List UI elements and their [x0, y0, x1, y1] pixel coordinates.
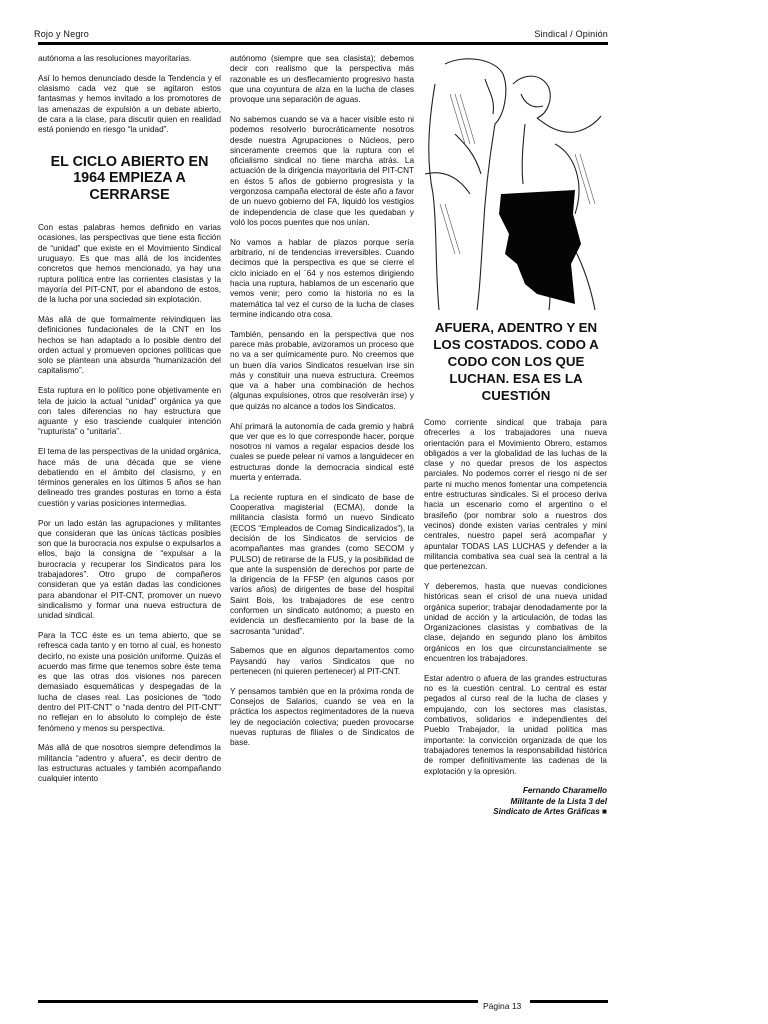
paragraph: Como corriente sindical que trabaja para ofrecerles a los trabajadores una nueva orientación para el Movimiento Obrero, estamos obligados a ver la globalidad de las luchas de la clase y no quedar presos de los aspectos parciales. No podemos correr el riesgo ni de ser parte ni mucho menos fomentar una competencia entre estructuras sindicales. Si el proceso deriva hacia un escenario como el argentino o el brasileño (por nombrar solo a nuestros dos vecinos) donde existen varias centrales y mini centrales, nuestro papel será acompañar y apuntalar TODAS LAS LUCHAS y defender a la militancia combativa sea cual sea la central a la que pertenezcan. — [424, 418, 607, 572]
paragraph: Estar adentro o afuera de las grandes estructuras no es la cuestión central. Lo central es estar pegados al curso real de la lucha de clases y empujando, con los sectores mas clasistas, combativos, solidarios e independientes del Pueblo Trabajador, la unidad política mas importante: la convicción organizada de que los trabajadores tenemos la responsabilidad histórica de romper definitivamente las cadenas de la explotación y la opresión. — [424, 673, 607, 776]
paragraph: No sabemos cuando se va a hacer visible esto ni podemos resolverlo burocráticamente nosotros desde nuestra Agrupaciones o Núcleos, pero sinceramente creemos que la ruptura con el oficialismo sindical no tiene marcha atrás. La actuación de la dirigencia mayoritaria del PIT-CNT en éstos 5 años de gobierno progresista y la vergonzosa campaña electoral de éste año a favor de un nuevo gobierno del FA, liquidó los vestigios de independencia de clase que les quedaban y voló los pocos puentes que nos unían. — [230, 114, 414, 227]
paragraph: Sabemos que en algunos departamentos como Paysandú hay varios Sindicatos que no pertenecen (ni quieren pertenecer) al PIT-CNT. — [230, 646, 414, 677]
section-name: Sindical / Opinión — [534, 29, 608, 39]
header-rule — [38, 42, 608, 45]
author-name: Fernando Charamello — [522, 786, 607, 796]
column-middle — [230, 54, 414, 758]
paragraph: Ahí primará la autonomía de cada gremio y habrá que ver que es lo que corresponde hacer, porque nosotros ni vamos a regalar espacios desde los cuales se puede pelear ni vamos a languidecer en estructuras donde la democracia sindical esté muerta y enterrada. — [230, 421, 414, 482]
paragraph: Más allá de que formalmente reivindiquen las definiciones fundacionales de la CNT en los hechos se han adaptado a lo posible dentro del orden actual y promueven opciones políticas que solo se plantean una absurda “humanización del capitalismo”. — [38, 314, 221, 376]
paragraph: autónomo (siempre que sea clasista); debemos decir con realismo que la perspectiva más razonable es un desflecamiento progresivo hasta que una coyuntura de alza en la lucha de clases provoque una separación de aguas. — [230, 54, 414, 105]
publication-name: Rojo y Negro — [34, 29, 89, 39]
paragraph: Por un lado están las agrupaciones y militantes que consideran que las únicas tácticas posibles son que la burocracia nos expulse o expulsarlos a ellos, bajo la consigna de “expulsar a la burocracia y recuperar los Sindicatos para los trabajadores”. Otro grupo de compañeros consideran que ya están dadas las condiciones para abandonar el PIT-CNT, promover un nuevo sindicalismo y formar una nueva estructura de unidad sindical. — [38, 518, 221, 621]
footer-rule-right — [530, 1000, 608, 1003]
paragraph: Más allá de que nosotros siempre defendimos la militancia “adentro y afuera”, es decir dentro de las estructuras actuales y también acompañando cualquier intento — [38, 743, 221, 784]
paragraph: Para la TCC éste es un tema abierto, que se refresca cada tanto y en torno al cual, es honesto decirlo, no existe una posición uniforme. Quizás el acuerdo mas firme que tenemos sobre éste tema es que las otras dos visiones nos parecen demasiado esquemáticas y despegadas de la lucha de clases real. Las posiciones de “todo dentro del PIT-CNT” o “nada dentro del PIT-CNT” no reflejan en lo absoluto lo complejo de éste fenómeno y menos su perspectiva. — [38, 630, 221, 733]
paragraph: El tema de las perspectivas de la unidad orgánica, hace más de una década que se viene debatiendo en el ámbito del clasismo, y en términos generales en los últimos 5 años se han delineado tres grandes posturas en torno a ésta cuestión y varias posiciones intermedias. — [38, 447, 221, 508]
paragraph: autónoma a las resoluciones mayoritarias. — [38, 54, 192, 63]
paragraph: Y pensamos también que en la próxima ronda de Consejos de Salarios, cuando se vea en la práctica los aspectos regimentadores de la nueva ley de negociación colectiva; pueden provocarse nuevas rupturas de filiales o de Sindicatos de base. — [230, 686, 414, 748]
paragraph: Con estas palabras hemos definido en varias ocasiones, las perspectivas que tiene esta ficción de “unidad” que existe en el Movimiento Sindical uruguayo. Es que mas allá de los incidentes concretos que hemos mencionado, ya hay una ruptura política entre las corrientes clasistas y la mayoría del PIT-CNT, por el abandono de estos, de la lucha por una sociedad sin explotación. — [38, 223, 221, 305]
paragraph: Esta ruptura en lo político pone objetivamente en tela de juicio la actual “unidad” orgánica ya que con tales diferencias no hay estructura que aguante y eso trasciende cualquier intención “rupturista” o “unitaria”. — [38, 386, 221, 437]
page-number: Página 13 — [483, 1001, 522, 1011]
paragraph: La reciente ruptura en el sindicato de base de Cooperativa magisterial (ECMA), donde la militancia clasista formó un nuevo Sindicato (ECOS “Empleados de Comag Sindicalizados”), la decisión de los Sindicatos de servicios de acompañantes mas grandes (como SECOM y PULSO) de retirarse de la FUS, y la posibilidad de que ante la suspensión de derechos por parte de la dirigencia de la FFSP (en algunos casos por varios años) de dirigentes de base del hospital Saint Bois, los trabajadores de ese centro conformen un sindicato autónomo; a puesto en evidencia un desflecamiento por la base de la sacrosanta “unidad”. — [230, 492, 414, 636]
author-union: Sindicato de Artes Gráficas ■ — [493, 806, 607, 816]
section-heading: AFUERA, ADENTRO Y EN LOS COSTADOS. CODO A CODO CON LOS QUE LUCHAN. ESA ES LA CUESTIÓN — [433, 320, 599, 403]
section-heading: EL CICLO ABIERTO EN 1964 EMPIEZA A CERRARSE — [50, 153, 209, 203]
paragraph: No vamos a hablar de plazos porque sería arbitrario, ni de tendencias irreversibles. Cuando decimos que la perspectiva es que se cierre el ciclo iniciado en el ´64 y nos estemos dirigiendo hacia una ruptura, hablamos de un escenario que vemos venir; pero como la historia no es la matemática tal vez el curso de la lucha de clases termine indicando otra cosa. — [230, 237, 414, 319]
paragraph: Y deberemos, hasta que nuevas condiciones históricas sean el crisol de una nueva unidad orgánica superior; trabajar denodadamente por la unidad de acción y la articulación, de todas las Organizaciones clasistas y combativas de la clase, dejando en segundo plano los ámbitos orgánicos en los que circunstancialmente se encuentren los trabajadores. — [424, 581, 607, 664]
illustration — [425, 54, 608, 310]
author-signature — [424, 786, 607, 817]
paragraph: Así lo hemos denunciado desde la Tendencia y el clasismo cada vez que se agitaron estos fantasmas y hemos invitado a los promotores de las amenazas de expulsión a un debate abierto, de cara a la clase, para discutir quien en realidad está poniendo en riesgo “la unidad”. — [38, 73, 221, 135]
column-right — [424, 418, 607, 817]
author-affiliation: Militante de la Lista 3 del — [510, 796, 607, 806]
paragraph: También, pensando en la perspectiva que nos parece más probable, avizoramos un proceso que no va a ser químicamente puro. No creemos que un buen día varios Sindicatos resuelvan irse sin más y constituir una nueva estructura. Creemos que va a haber una combinación de hechos (algunas expulsiones, otros que resolverán irse) y que quizás no alcance a todos los Sindicatos. — [230, 329, 414, 411]
column-left — [38, 54, 221, 794]
page-header — [34, 29, 608, 43]
footer-rule — [38, 1000, 478, 1003]
